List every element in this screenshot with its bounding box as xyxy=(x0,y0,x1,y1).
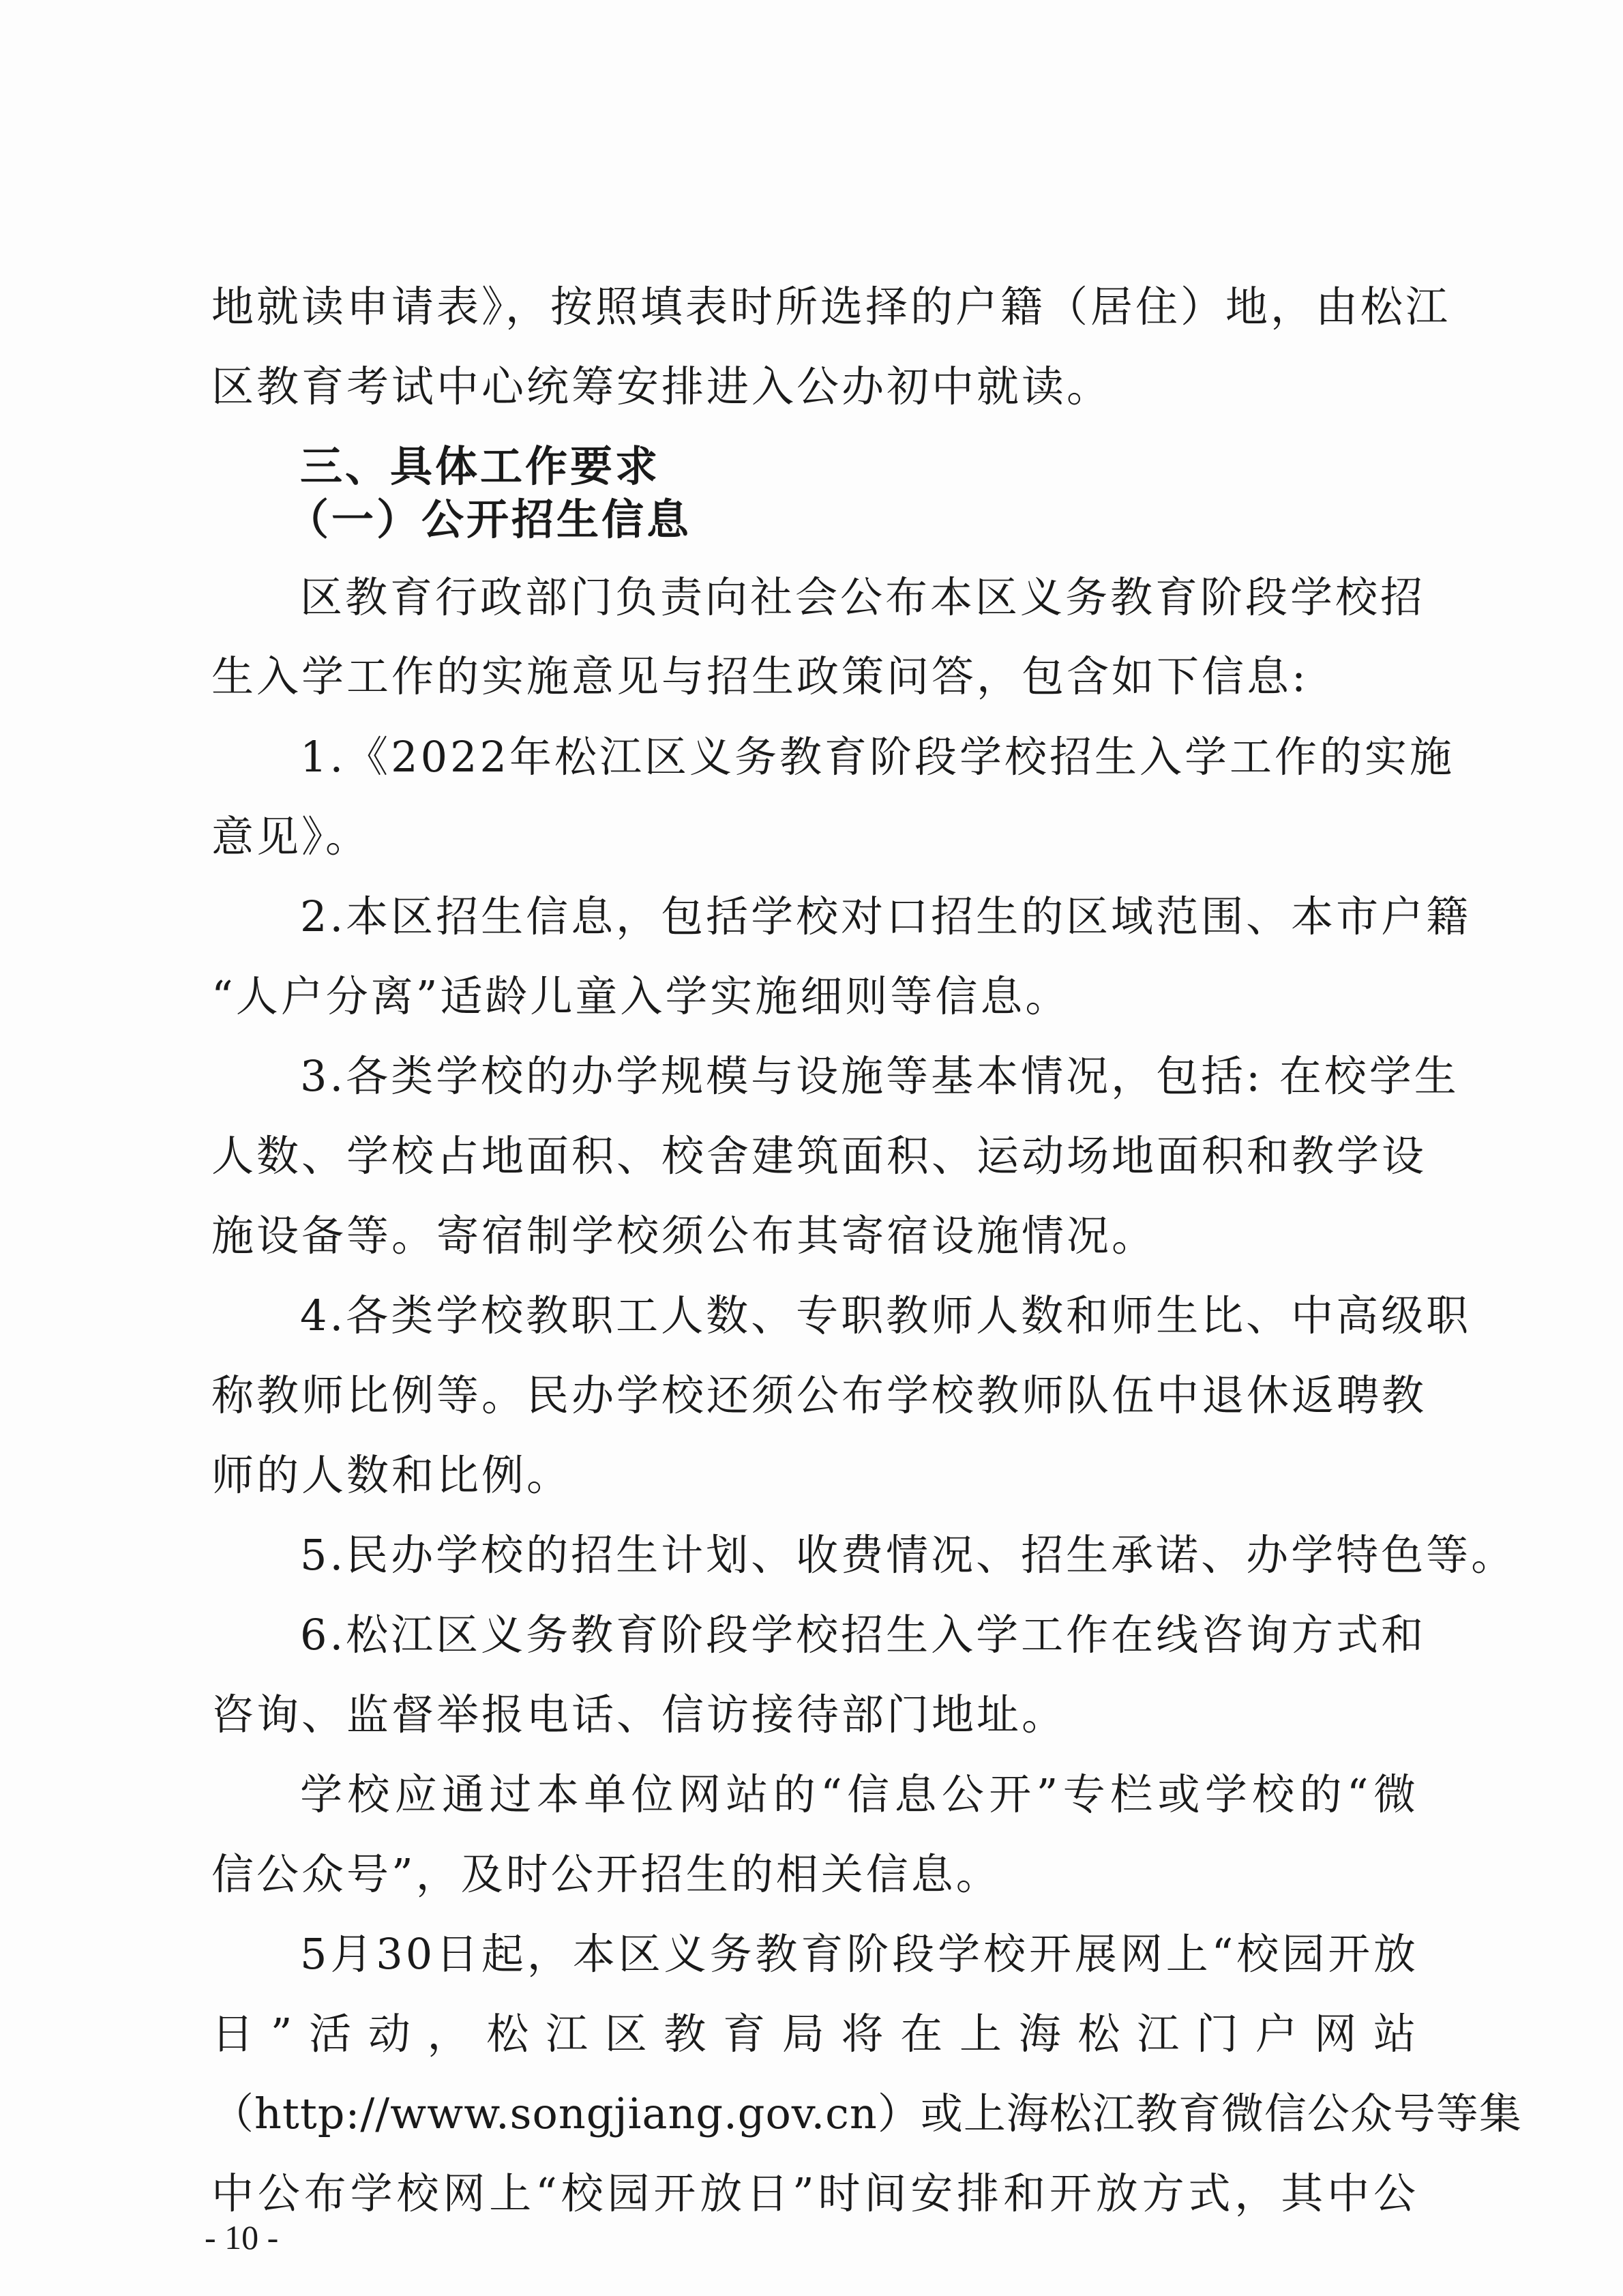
paragraph-line: 5月30日起，本区义务教育阶段学校开展网上“校园开放 xyxy=(300,1929,1418,1979)
paragraph-line: 日”活动，松江区教育局将在上海松江门户网站 xyxy=(211,2009,1418,2059)
paragraph-line: 学校应通过本单位网站的“信息公开”专栏或学校的“微 xyxy=(300,1769,1418,1819)
page-number: - 10 - xyxy=(205,2218,279,2256)
list-item: 5.民办学校的招生计划、收费情况、招生承诺、办学特色等。 xyxy=(300,1530,1517,1580)
list-item-continuation: 称教师比例等。民办学校还须公布学校教师队伍中退休返聘教 xyxy=(211,1370,1427,1420)
list-item: 4.各类学校教职工人数、专职教师人数和师生比、中高级职 xyxy=(300,1291,1472,1340)
paragraph-line-url: （http://www.songjiang.gov.cn）或上海松江教育微信公众号等集 xyxy=(211,2089,1522,2138)
section-heading: 三、具体工作要求 xyxy=(300,441,661,491)
paragraph-line: 信公众号”，及时公开招生的相关信息。 xyxy=(211,1849,1001,1899)
list-item-continuation: 人数、学校占地面积、校舍建筑面积、运动场地面积和教学设 xyxy=(211,1131,1427,1181)
subsection-heading: （一）公开招生信息 xyxy=(286,495,692,544)
list-item-continuation: 意见》。 xyxy=(211,812,371,862)
list-item-continuation: 施设备等。寄宿制学校须公布其寄宿设施情况。 xyxy=(211,1211,1157,1261)
list-item-continuation: 咨询、监督举报电话、信访接待部门地址。 xyxy=(211,1690,1067,1739)
list-item: 3.各类学校的办学规模与设施等基本情况，包括: 在校学生 xyxy=(300,1051,1459,1101)
paragraph-line: 地就读申请表》，按照填表时所选择的户籍（居住）地，由松江 xyxy=(211,282,1451,332)
list-item: 1.《2022年松江区义务教育阶段学校招生入学工作的实施 xyxy=(300,732,1455,782)
list-item: 6.松江区义务教育阶段学校招生入学工作在线咨询方式和 xyxy=(300,1610,1427,1660)
paragraph-line: 生入学工作的实施意见与招生政策问答，包含如下信息: xyxy=(211,651,1309,701)
paragraph-line: 区教育行政部门负责向社会公布本区义务教育阶段学校招 xyxy=(300,572,1426,622)
paragraph-line: 区教育考试中心统筹安排进入公办初中就读。 xyxy=(211,362,1112,411)
list-item-continuation: “人户分离”适龄儿童入学实施细则等信息。 xyxy=(211,971,1071,1021)
paragraph-line: 中公布学校网上“校园开放日”时间安排和开放方式，其中公 xyxy=(211,2168,1418,2218)
list-item: 2.本区招生信息，包括学校对口招生的区域范围、本市户籍 xyxy=(300,892,1472,941)
list-item-continuation: 师的人数和比例。 xyxy=(211,1450,572,1500)
